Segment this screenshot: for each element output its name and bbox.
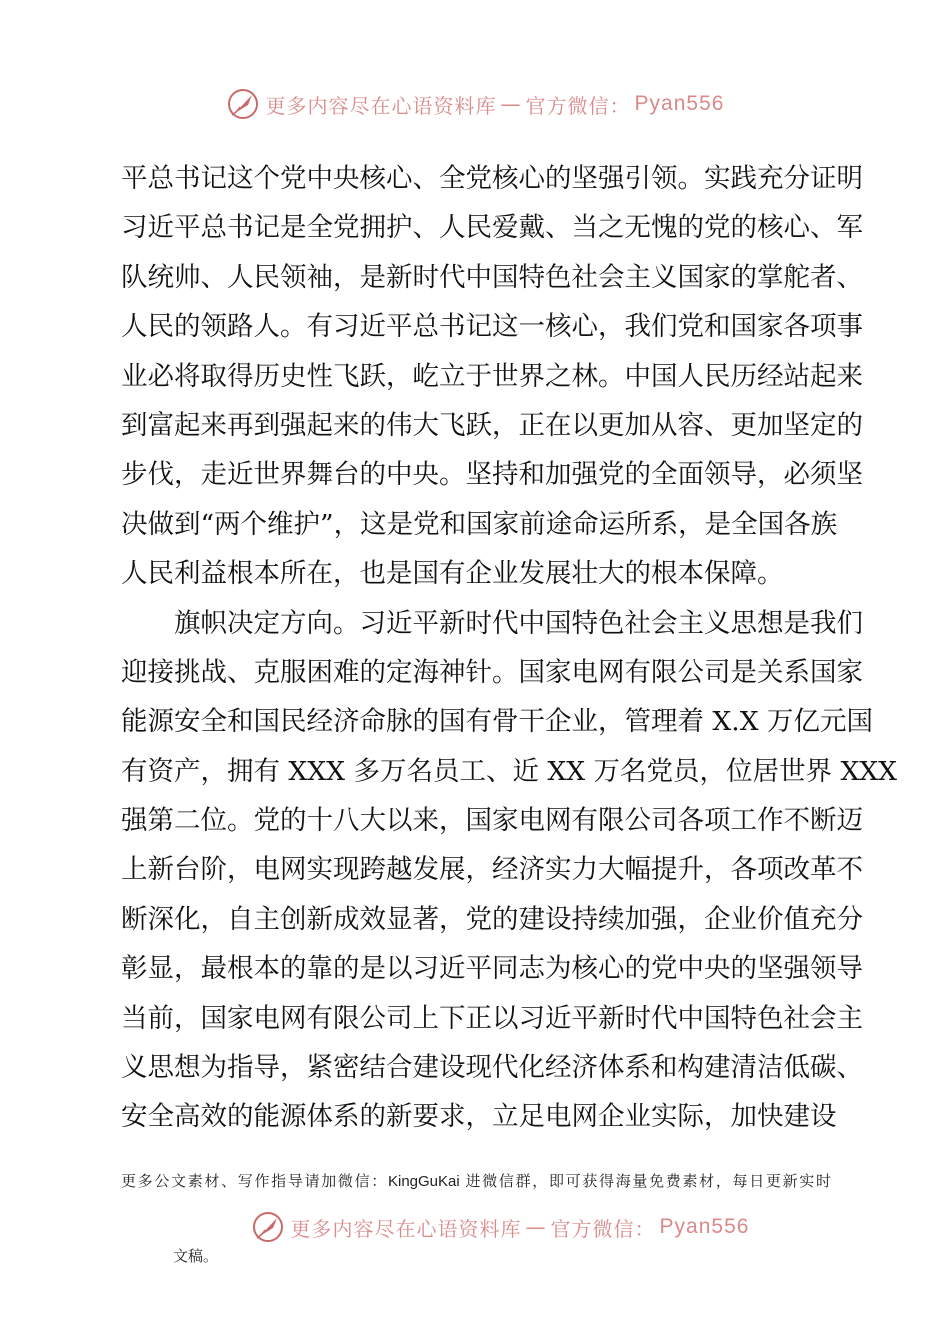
watermark-separator: — — [500, 92, 522, 116]
watermark-wechat-id: Pyan556 — [659, 1215, 750, 1238]
text-line: 安全高效的能源体系的新要求，立足电网企业实际，加快建设 — [121, 1101, 837, 1133]
watermark-wechat-id: Pyan556 — [634, 92, 725, 115]
text-line: 迎接挑战、克服困难的定海神针。国家电网有限公司是关系国家 — [121, 656, 863, 688]
watermark-separator: — — [525, 1215, 547, 1239]
watermark-text: 更多内容尽在心语资料库 — [290, 1216, 522, 1241]
text-line: 人民的领路人。有习近平总书记这一核心，我们党和国家各项事 — [121, 311, 863, 343]
text-line: 平总书记这个党中央核心、全党核心的坚强引领。实践充分证明 — [121, 163, 863, 194]
paragraph — [121, 599, 898, 1142]
quill-logo-icon — [251, 1210, 285, 1244]
text-line: 人民利益根本所在，也是国有企业发展壮大的根本保障。 — [121, 558, 784, 590]
text-line: 业必将取得历史性飞跃，屹立于世界之林。中国人民历经站起来 — [121, 360, 863, 392]
text-line: 上新台阶，电网实现跨越发展，经济实力大幅提升，各项改革不 — [121, 854, 863, 886]
watermark-header — [0, 84, 950, 124]
text-line: 队统帅、人民领袖，是新时代中国特色社会主义国家的掌舵者、 — [121, 261, 863, 293]
text-line: 强第二位。党的十八大以来，国家电网有限公司各项工作不断迈 — [121, 805, 863, 837]
footer-tail: 文稿。 — [173, 1248, 219, 1265]
text-line: 决做到“两个维护”，这是党和国家前途命运所系，是全国各族 — [121, 508, 838, 540]
text-line: 义思想为指导，紧密结合建设现代化经济体系和构建清洁低碳、 — [121, 1052, 863, 1084]
text-line: 到富起来再到强起来的伟大飞跃，正在以更加从容、更加坚定的 — [121, 409, 863, 441]
text-line: 步伐，走近世界舞台的中央。坚持和加强党的全面领导，必须坚 — [121, 459, 863, 491]
watermark-footer — [25, 1207, 950, 1247]
paragraph — [121, 154, 863, 599]
text-line: 彰显，最根本的靠的是以习近平同志为核心的党中央的坚强领导 — [121, 953, 863, 985]
text-line: 能源安全和国民经济命脉的国有骨干企业，管理着 X.X 万亿元国 — [121, 706, 874, 738]
document-body — [121, 154, 898, 1142]
text-line: 旗帜决定方向。习近平新时代中国特色社会主义思想是我们 — [121, 607, 863, 639]
watermark-text: 更多内容尽在心语资料库 — [265, 93, 497, 118]
watermark-wechat-label: 官方微信： — [550, 1216, 656, 1241]
text-line: 断深化，自主创新成效显著，党的建设持续加强，企业价值充分 — [121, 903, 863, 935]
footer-note: 更多公文素材、写作指导请加微信：KingGuKai 进微信群，即可获得海量免费素材，每日更新实时 — [121, 1173, 831, 1190]
text-line: 当前，国家电网有限公司上下正以习近平新时代中国特色社会主 — [121, 1002, 863, 1034]
watermark-wechat-label: 官方微信： — [525, 93, 631, 118]
text-line: 习近平总书记是全党拥护、人民爱戴、当之无愧的党的核心、军 — [121, 212, 863, 244]
text-line: 有资产，拥有 XXX 多万名员工、近 XX 万名党员，位居世界 XXX — [121, 755, 898, 787]
quill-logo-icon — [226, 87, 260, 121]
